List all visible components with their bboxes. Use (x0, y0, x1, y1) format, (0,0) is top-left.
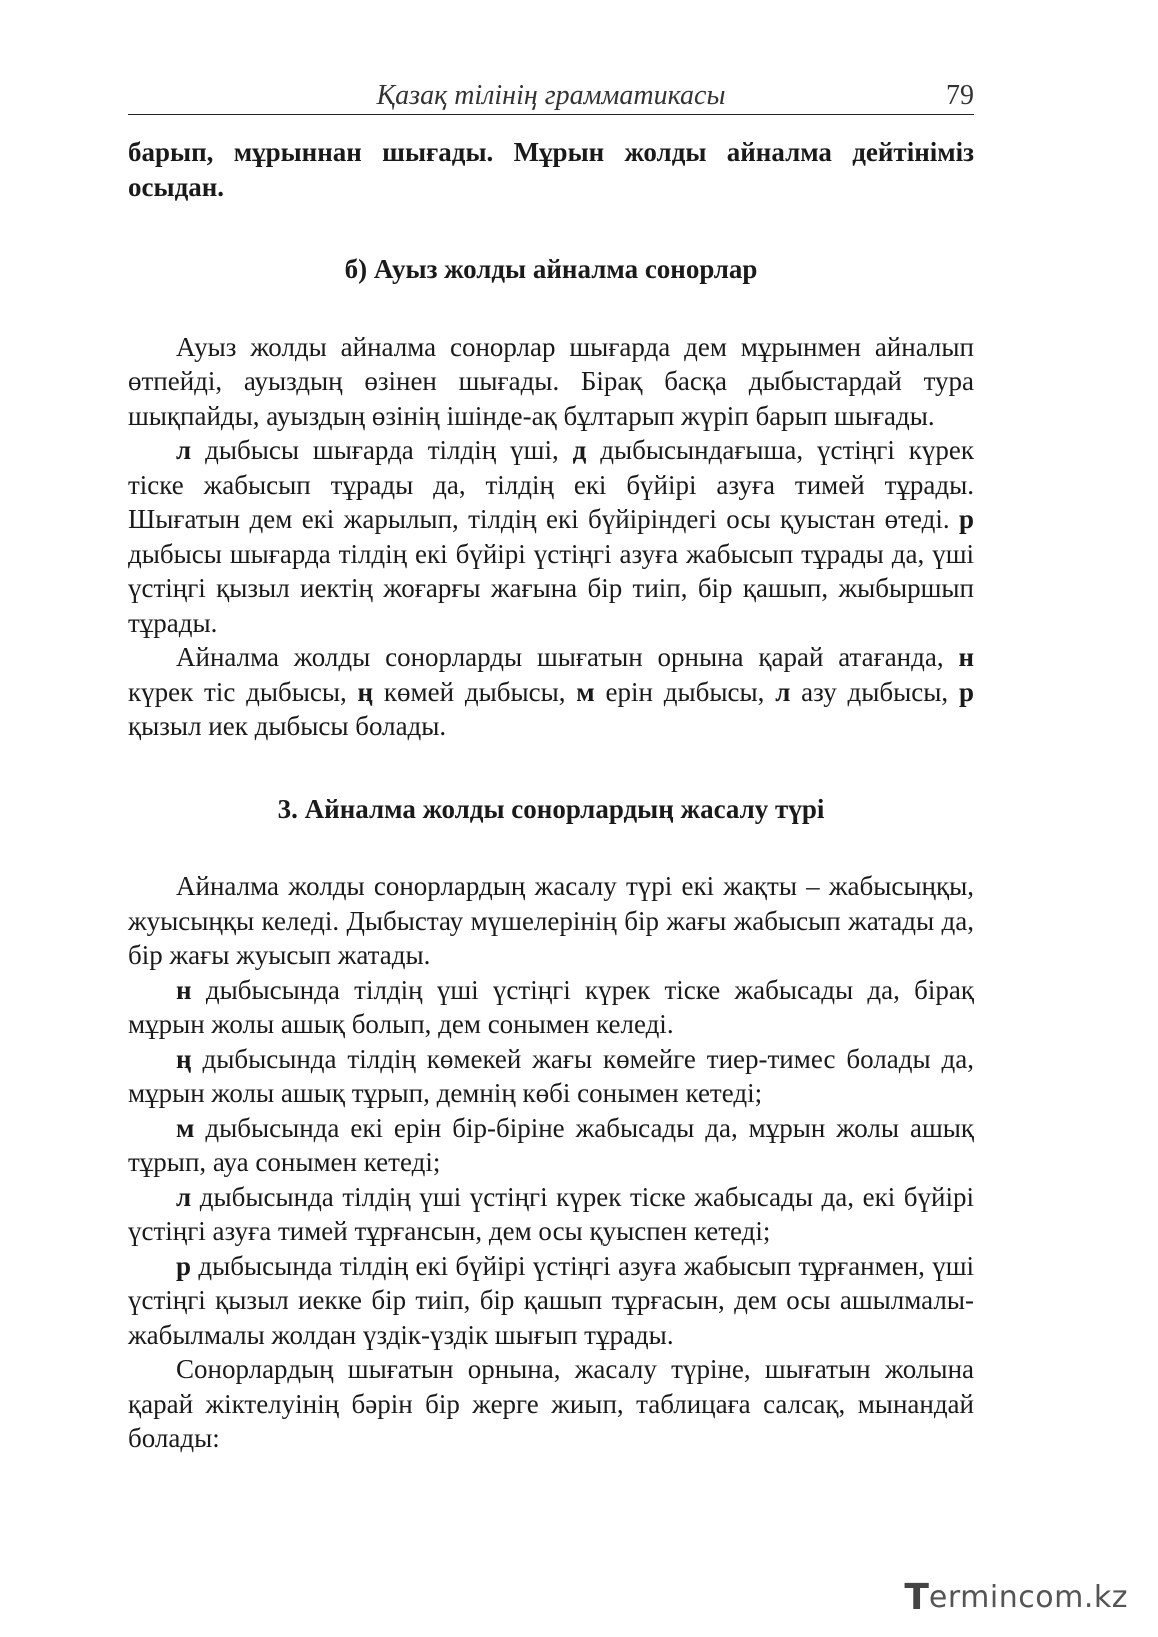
paragraph-8: л дыбысында тілдің үші үстіңгі күрек тіске жабысады да, екі бүйірі үстіңгі азуға тимей тұрғансын, дем осы қуыспен кетеді; (128, 1181, 974, 1246)
paragraph-3: Айналма жолды сонорларды шығатын орнына қарай атағанда, н күрек тіс дыбысы, ң көмей дыбысы, м ерін дыбысы, л азу дыбысы, р қызыл иек дыбысы болады. (128, 642, 974, 741)
watermark-logo (904, 1577, 1128, 1617)
section-heading-3: 3. Айналма жолды сонорлардың жасалу түрі (277, 793, 825, 824)
letter-d: д (572, 435, 587, 465)
page-body (128, 135, 974, 1456)
paragraph-2: л дыбысы шығарда тілдің үші, д дыбысындағыша, үстіңгі күрек тіске жабысып тұрады да, тілдің екі бүйірі азуға тимей тұрады. Шығатын дем екі жарылып, тілдің екі бүйіріндегі осы қуыстан өтеді. р дыбысы шығарда тілдің екі бүйірі үстіңгі азуға жабысып тұрады да, үші үстіңгі қызыл иектің жоғарғы жағына бір тиіп, бір қашып, жыбыршып тұрады. (128, 435, 974, 638)
watermark-letter: T (904, 1576, 929, 1618)
paragraph-6: ң дыбысында тілдің көмекей жағы көмейге тиер-тимес болады да, мұрын жолы ашық тұрып, демнің көбі сонымен кетеді; (128, 1043, 974, 1108)
letter-n: н (958, 642, 974, 672)
paragraph-10: Сонорлардың шығатын орнына, жасалу түріне, шығатын жолына қарай жіктелуінің бәрін бір жерге жиып, таблицаға салсақ, мынандай болады: (128, 1354, 974, 1453)
running-title: Қазақ тілінің грамматикасы (376, 80, 726, 111)
watermark-text: ermincom.kz (928, 1579, 1128, 1615)
paragraph-9: р дыбысында тілдің екі бүйірі үстіңгі азуға жабысып тұрғанмен, үші үстіңгі қызыл иекке бір тиіп, бір қашып тұрғасын, дем осы ашылмалы-жабылмалы жолдан үздік-үздік шығып тұрады. (128, 1250, 974, 1350)
running-header (128, 76, 974, 115)
section-heading-b: б) Ауыз жолды айналма сонорлар (344, 254, 758, 284)
paragraph-4: Айналма жолды сонорлардың жасалу түрі екі жақты – жабысыңқы, жуысыңқы келеді. Дыбыстау мүшелерінің бір жағы жабысып жатады да, бір жағы жуысып жатады. (128, 871, 974, 970)
paragraph-1: Ауыз жолды айналма сонорлар шығарда дем мұрынмен айналып өтпейді, ауыздың өзінен шығады. Бірақ басқа дыбыстардай тура шықпайды, ауыздың өзінің ішінде-ақ бұлтарып жүріп барып шығады. (128, 331, 974, 431)
letter-m: м (576, 676, 595, 707)
paragraph-5: н дыбысында тілдің үші үстіңгі күрек тіске жабысады да, бірақ мұрын жолы ашық болып, дем сонымен келеді. (128, 974, 974, 1039)
letter-r: р (958, 676, 974, 707)
intro-paragraph: барып, мұрыннан шығады. Мұрын жолды айналма дейтініміз осыдан. (128, 137, 974, 202)
letter-l: л (775, 676, 791, 707)
letter-ng: ң (357, 676, 374, 707)
page-number: 79 (946, 80, 974, 111)
letter-r: р (958, 504, 974, 534)
letter-l: л (176, 435, 192, 465)
paragraph-7: м дыбысында екі ерін бір-біріне жабысады да, мұрын жолы ашық тұрып, ауа сонымен кетеді; (128, 1112, 974, 1177)
